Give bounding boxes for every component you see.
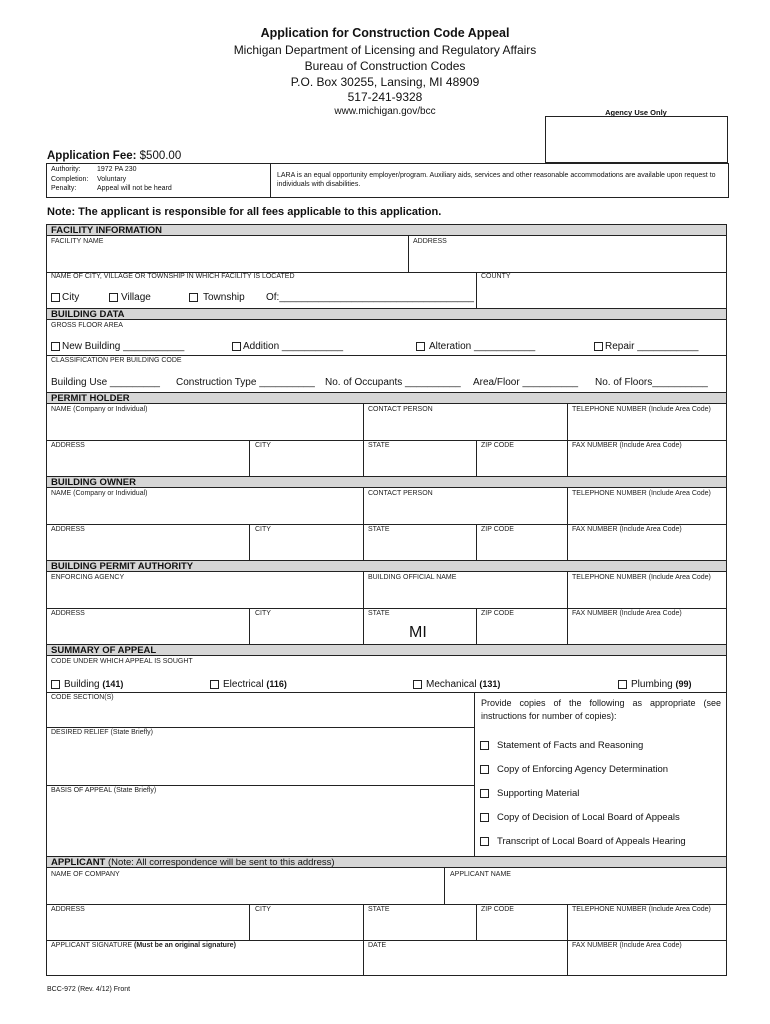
- permit-holder-phone-label: TELEPHONE NUMBER (Include Area Code): [572, 406, 711, 413]
- divider: [47, 524, 726, 525]
- code-section-label: CODE SECTION(S): [51, 694, 114, 701]
- divider: [47, 608, 726, 609]
- electrical-code-label: Electrical (116): [223, 679, 287, 690]
- divider: [474, 692, 475, 856]
- divider: [476, 608, 477, 644]
- desired-relief-label: DESIRED RELIEF (State Briefly): [51, 729, 153, 736]
- owner-phone-label: TELEPHONE NUMBER (Include Area Code): [572, 490, 711, 497]
- applicant-fax-label: FAX NUMBER (Include Area Code): [572, 942, 682, 949]
- county-label: COUNTY: [481, 273, 511, 280]
- basis-appeal-label: BASIS OF APPEAL (State Briefly): [51, 787, 157, 794]
- divider: [249, 608, 250, 644]
- applicant-section-header: APPLICANT (Note: All correspondence will be sent to this address): [47, 856, 726, 868]
- copy-decision-label: Copy of Decision of Local Board of Appeals: [497, 812, 680, 823]
- building-official-label: BUILDING OFFICIAL NAME: [368, 574, 457, 581]
- divider: [249, 440, 250, 476]
- authority-fax-label: FAX NUMBER (Include Area Code): [572, 610, 682, 617]
- completion-label: Completion:: [51, 176, 89, 183]
- owner-fax-label: FAX NUMBER (Include Area Code): [572, 526, 682, 533]
- addition-field[interactable]: Addition ___________: [243, 341, 344, 352]
- facility-section-header: FACILITY INFORMATION: [47, 224, 726, 236]
- divider: [47, 727, 474, 728]
- owner-state-label: STATE: [368, 526, 390, 533]
- owner-contact-label: CONTACT PERSON: [368, 490, 433, 497]
- copy-supporting-checkbox[interactable]: [480, 789, 489, 798]
- new-building-checkbox[interactable]: [51, 342, 60, 351]
- divider: [47, 355, 726, 356]
- applicant-city-label: CITY: [255, 906, 271, 913]
- divider: [47, 940, 726, 941]
- copies-instruction: Provide copies of the following as appropriate (see instructions for number of copies):: [481, 698, 721, 721]
- authority-state-label: STATE: [368, 610, 390, 617]
- completion-value: Voluntary: [97, 176, 127, 183]
- company-name-label: NAME OF COMPANY: [51, 871, 120, 878]
- building-use-field[interactable]: Building Use _________: [51, 377, 160, 388]
- alteration-field[interactable]: Alteration ___________: [429, 341, 536, 352]
- authority-phone-label: TELEPHONE NUMBER (Include Area Code): [572, 574, 711, 581]
- mechanical-code-label: Mechanical (131): [426, 679, 501, 690]
- enforcing-agency-label: ENFORCING AGENCY: [51, 574, 125, 581]
- plumbing-code-checkbox[interactable]: [618, 680, 627, 689]
- permit-holder-name-label: NAME (Company or Individual): [51, 406, 148, 413]
- divider: [476, 440, 477, 476]
- authority-value: 1972 PA 230: [97, 166, 137, 173]
- area-floor-field[interactable]: Area/Floor __________: [473, 377, 579, 388]
- floors-field[interactable]: No. of Floors__________: [595, 377, 708, 388]
- permit-holder-section-header: PERMIT HOLDER: [47, 392, 726, 404]
- date-label: DATE: [368, 942, 387, 949]
- of-field[interactable]: Of:___________________________________: [266, 292, 474, 303]
- bureau-name: Bureau of Construction Codes: [304, 59, 466, 73]
- permit-holder-zip-label: ZIP CODE: [481, 442, 514, 449]
- divider: [47, 904, 726, 905]
- penalty-label: Penalty:: [51, 185, 77, 192]
- authority-section-header: BUILDING PERMIT AUTHORITY: [47, 560, 726, 572]
- divider: [476, 272, 477, 308]
- applicant-zip-label: ZIP CODE: [481, 906, 514, 913]
- construction-type-field[interactable]: Construction Type __________: [176, 377, 315, 388]
- permit-holder-contact-label: CONTACT PERSON: [368, 406, 433, 413]
- divider: [444, 868, 445, 904]
- owner-name-label: NAME (Company or Individual): [51, 490, 148, 497]
- divider: [476, 524, 477, 560]
- agency-use-label: Agency Use Only: [605, 108, 667, 117]
- building-code-checkbox[interactable]: [51, 680, 60, 689]
- code-sought-label: CODE UNDER WHICH APPEAL IS SOUGHT: [51, 658, 193, 665]
- village-option-label: Village: [121, 292, 151, 303]
- signature-label: APPLICANT SIGNATURE (Must be an original signature): [51, 942, 236, 949]
- divider: [47, 440, 726, 441]
- village-checkbox[interactable]: [109, 293, 118, 302]
- owner-zip-label: ZIP CODE: [481, 526, 514, 533]
- form-number: BCC-972 (Rev. 4/12) Front: [47, 986, 131, 993]
- applicant-state-label: STATE: [368, 906, 390, 913]
- repair-checkbox[interactable]: [594, 342, 603, 351]
- applicant-address-label: ADDRESS: [51, 906, 85, 913]
- plumbing-code-label: Plumbing (99): [631, 679, 692, 690]
- authority-divider: [270, 163, 271, 197]
- divider: [47, 692, 726, 693]
- copy-transcript-label: Transcript of Local Board of Appeals Hearing: [497, 836, 686, 847]
- copy-determination-checkbox[interactable]: [480, 765, 489, 774]
- township-checkbox[interactable]: [189, 293, 198, 302]
- phone-number: 517-241-9328: [347, 90, 423, 104]
- applicant-name-label: APPLICANT NAME: [450, 871, 511, 878]
- permit-holder-state-label: STATE: [368, 442, 390, 449]
- addition-checkbox[interactable]: [232, 342, 241, 351]
- building-code-label: Building (141): [64, 679, 124, 690]
- city-checkbox[interactable]: [51, 293, 60, 302]
- classification-label: CLASSIFICATION PER BUILDING CODE: [51, 357, 182, 364]
- fee-note: Note: The applicant is responsible for all fees applicable to this application.: [47, 206, 442, 218]
- facility-name-label: FACILITY NAME: [51, 238, 104, 245]
- authority-label: Authority:: [51, 166, 81, 173]
- copy-statement-label: Statement of Facts and Reasoning: [497, 740, 644, 751]
- authority-city-label: CITY: [255, 610, 271, 617]
- alteration-checkbox[interactable]: [416, 342, 425, 351]
- copy-decision-checkbox[interactable]: [480, 813, 489, 822]
- city-option-label: City: [62, 292, 80, 303]
- mailing-address: P.O. Box 30255, Lansing, MI 48909: [290, 75, 480, 89]
- authority-address-label: ADDRESS: [51, 610, 85, 617]
- permit-holder-city-label: CITY: [255, 442, 271, 449]
- owner-city-label: CITY: [255, 526, 271, 533]
- divider: [249, 524, 250, 560]
- divider: [408, 236, 409, 272]
- owner-address-label: ADDRESS: [51, 526, 85, 533]
- website-link[interactable]: www.michigan.gov/bcc: [334, 106, 436, 117]
- permit-holder-fax-label: FAX NUMBER (Include Area Code): [572, 442, 682, 449]
- mechanical-code-checkbox[interactable]: [413, 680, 422, 689]
- gross-floor-area-label: GROSS FLOOR AREA: [51, 322, 123, 329]
- permit-holder-address-label: ADDRESS: [51, 442, 85, 449]
- applicant-phone-label: TELEPHONE NUMBER (Include Area Code): [572, 906, 711, 913]
- repair-field[interactable]: Repair ___________: [605, 341, 699, 352]
- divider: [476, 904, 477, 940]
- lara-notice: LARA is an equal opportunity employer/program. Auxiliary aids, services and other reasonable accommodations are available upon request to individuals with disabilities.: [277, 172, 716, 188]
- city-village-township-label: NAME OF CITY, VILLAGE OR TOWNSHIP IN WHICH FACILITY IS LOCATED: [51, 273, 295, 280]
- new-building-field[interactable]: New Building ___________: [62, 341, 185, 352]
- facility-address-label: ADDRESS: [413, 238, 447, 245]
- building-section-header: BUILDING DATA: [47, 308, 726, 320]
- penalty-value: Appeal will not be heard: [97, 185, 172, 192]
- copy-determination-label: Copy of Enforcing Agency Determination: [497, 764, 669, 775]
- summary-section-header: SUMMARY OF APPEAL: [47, 644, 726, 656]
- department-name: Michigan Department of Licensing and Regulatory Affairs: [233, 43, 537, 57]
- authority-state-value: MI: [409, 624, 427, 641]
- form-title: Application for Construction Code Appeal: [260, 26, 510, 40]
- township-option-label: Township: [203, 292, 245, 303]
- copy-statement-checkbox[interactable]: [480, 741, 489, 750]
- copy-transcript-checkbox[interactable]: [480, 837, 489, 846]
- divider: [249, 904, 250, 940]
- authority-zip-label: ZIP CODE: [481, 610, 514, 617]
- owner-section-header: BUILDING OWNER: [47, 476, 726, 488]
- application-fee: Application Fee: $500.00: [47, 150, 182, 162]
- divider: [47, 785, 474, 786]
- occupants-field[interactable]: No. of Occupants __________: [325, 377, 461, 388]
- agency-use-box: [545, 116, 728, 163]
- copy-supporting-label: Supporting Material: [497, 788, 580, 799]
- electrical-code-checkbox[interactable]: [210, 680, 219, 689]
